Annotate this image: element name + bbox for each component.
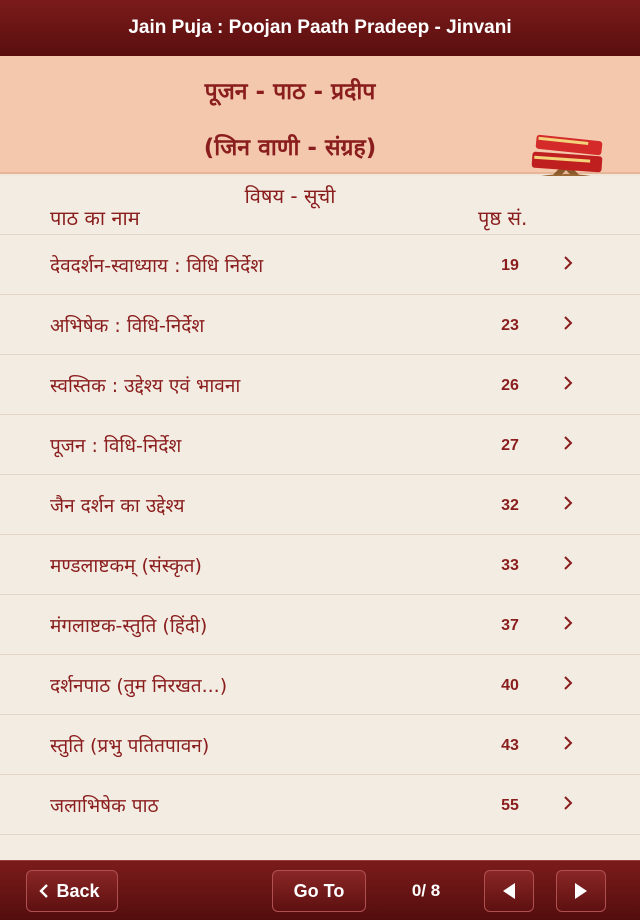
item-name: स्वस्तिक : उद्देश्य एवं भावना (50, 375, 241, 397)
item-name: मण्डलाष्टकम् (संस्कृत) (50, 555, 202, 577)
toc-list (0, 234, 640, 860)
book-header (0, 56, 640, 174)
item-page: 23 (501, 317, 519, 334)
list-item[interactable] (0, 414, 640, 474)
column-header-page: पृष्ठ सं. (478, 206, 528, 230)
toc-panel (0, 176, 640, 860)
page-counter: 0/ 8 (411, 881, 441, 900)
list-item[interactable] (0, 654, 640, 714)
chevron-left-icon (39, 884, 49, 898)
list-item[interactable] (0, 594, 640, 654)
chevron-right-icon (562, 555, 574, 571)
item-page: 26 (501, 377, 519, 394)
item-name: देवदर्शन-स्वाध्याय : विधि निर्देश (50, 255, 264, 277)
list-item[interactable] (0, 294, 640, 354)
list-item[interactable] (0, 714, 640, 774)
list-item[interactable] (0, 234, 640, 294)
chevron-right-icon (562, 735, 574, 751)
chevron-right-icon (562, 675, 574, 691)
chevron-right-icon (562, 315, 574, 331)
list-item-partial[interactable] (0, 834, 640, 860)
chevron-right-icon (562, 795, 574, 811)
book-subtitle: (जिन वाणी - संग्रह) (203, 135, 377, 161)
item-page: 33 (501, 557, 519, 574)
list-item[interactable] (0, 534, 640, 594)
list-item[interactable] (0, 354, 640, 414)
item-name: पूजन : विधि-निर्देश (50, 435, 182, 457)
item-page: 19 (501, 257, 519, 274)
back-label: Back (56, 880, 100, 901)
list-item[interactable] (0, 474, 640, 534)
next-page-button[interactable] (556, 870, 606, 912)
item-page: 43 (501, 737, 519, 754)
item-name: जैन दर्शन का उद्देश्य (50, 495, 185, 517)
go-to-label: Go To (293, 880, 345, 901)
item-name: मंगलाष्टक-स्तुति (हिंदी) (50, 615, 208, 637)
item-page: 27 (501, 437, 519, 454)
item-page: 37 (501, 617, 519, 634)
back-button[interactable] (26, 870, 118, 912)
book-title: पूजन - पाठ - प्रदीप (204, 79, 376, 105)
item-name: जलाभिषेक पाठ (50, 795, 159, 817)
item-page: 55 (501, 797, 519, 814)
play-right-icon (573, 882, 589, 900)
previous-page-button[interactable] (484, 870, 534, 912)
bottom-toolbar (0, 860, 640, 920)
column-header-name: पाठ का नाम (50, 206, 140, 230)
chevron-right-icon (562, 435, 574, 451)
item-name: स्तुति (प्रभु पतितपावन) (50, 735, 210, 757)
chevron-right-icon (562, 495, 574, 511)
chevron-right-icon (562, 255, 574, 271)
app-title: Jain Puja : Poojan Paath Pradeep - Jinvani (128, 17, 512, 38)
item-page: 40 (501, 677, 519, 694)
toc-title: विषय - सूची (244, 184, 336, 208)
item-page: 32 (501, 497, 519, 514)
chevron-right-icon (562, 615, 574, 631)
list-item[interactable] (0, 774, 640, 834)
play-left-icon (501, 882, 517, 900)
app-title-bar (0, 0, 640, 56)
item-name: दर्शनपाठ (तुम निरखत...) (50, 675, 228, 697)
item-name: अभिषेक : विधि-निर्देश (50, 315, 205, 337)
chevron-right-icon (562, 375, 574, 391)
go-to-button[interactable] (272, 870, 366, 912)
